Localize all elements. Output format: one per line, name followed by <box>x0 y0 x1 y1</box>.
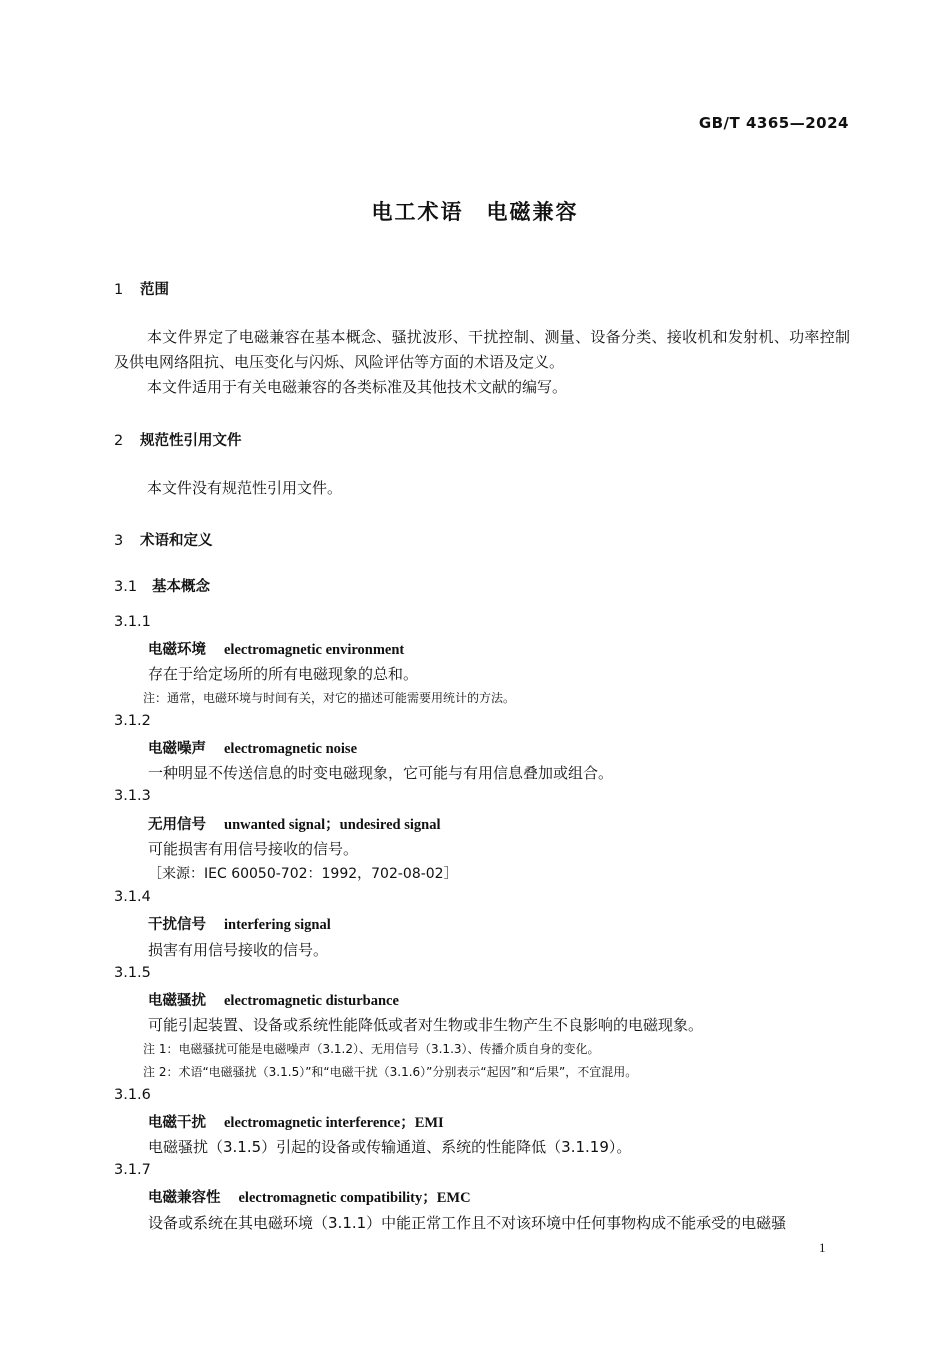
clause-number: 3.1.2 <box>114 713 151 729</box>
term-zh: 电磁干扰 <box>148 1115 206 1131</box>
section-title: 规范性引用文件 <box>140 433 242 449</box>
term-entry <box>148 913 331 934</box>
section-3-1-heading <box>114 575 210 596</box>
term-en: electromagnetic interference；EMI <box>224 1115 444 1131</box>
document-title: 电工术语 电磁兼容 <box>371 200 579 224</box>
term-entry <box>148 989 399 1010</box>
term-definition: 电磁骚扰（3.1.5）引起的设备或传输通道、系统的性能降低（3.1.19）。 <box>148 1138 632 1156</box>
term-source: ［来源：IEC 60050-702：1992，702-08-02］ <box>148 866 458 882</box>
section-title: 基本概念 <box>152 579 210 595</box>
term-note: 注：通常，电磁环境与时间有关，对它的描述可能需要用统计的方法。 <box>143 691 516 705</box>
section-1-heading <box>114 278 169 299</box>
term-note-2: 注 2：术语“电磁骚扰（3.1.5）”和“电磁干扰（3.1.6）”分别表示“起因”和“后果”，不宜混用。 <box>143 1065 638 1079</box>
section-number: 3.1 <box>114 579 138 595</box>
page-number: 1 <box>819 1240 826 1255</box>
term-en: interfering signal <box>224 917 331 933</box>
term-en: unwanted signal；undesired signal <box>224 817 441 833</box>
clause-number: 3.1.1 <box>114 614 151 630</box>
term-definition: 损害有用信号接收的信号。 <box>148 941 329 959</box>
term-en: electromagnetic compatibility；EMC <box>238 1190 471 1206</box>
term-definition: 可能损害有用信号接收的信号。 <box>148 840 359 858</box>
scope-text <box>114 325 850 400</box>
section-number: 1 <box>114 282 124 298</box>
term-entry <box>148 1111 444 1132</box>
section-title: 术语和定义 <box>140 533 213 549</box>
clause-number: 3.1.6 <box>114 1087 151 1103</box>
clause-number: 3.1.3 <box>114 788 151 804</box>
term-zh: 电磁噪声 <box>148 741 206 757</box>
term-en: electromagnetic disturbance <box>224 993 399 1009</box>
term-zh: 电磁骚扰 <box>148 993 206 1009</box>
term-entry <box>148 638 404 659</box>
term-en: electromagnetic noise <box>224 741 358 757</box>
term-zh: 电磁兼容性 <box>148 1190 221 1206</box>
term-en: electromagnetic environment <box>224 642 405 658</box>
term-definition: 设备或系统在其电磁环境（3.1.1）中能正常工作且不对该环境中任何事物构成不能承受的电磁骚 <box>148 1214 787 1232</box>
term-zh: 无用信号 <box>148 817 206 833</box>
clause-number: 3.1.5 <box>114 965 151 981</box>
term-entry <box>148 813 441 834</box>
term-zh: 电磁环境 <box>148 642 206 658</box>
section-2-heading <box>114 429 242 450</box>
term-note-1: 注 1：电磁骚扰可能是电磁噪声（3.1.2）、无用信号（3.1.3）、传播介质自身的变化。 <box>143 1042 600 1056</box>
clause-number: 3.1.7 <box>114 1162 151 1178</box>
term-entry <box>148 737 357 758</box>
term-zh: 干扰信号 <box>148 917 206 933</box>
term-definition: 存在于给定场所的所有电磁现象的总和。 <box>148 665 419 683</box>
section-number: 2 <box>114 433 124 449</box>
normative-refs-text <box>114 476 850 501</box>
normative-refs-paragraph: 本文件没有规范性引用文件。 <box>147 479 343 497</box>
standard-number: GB/T 4365—2024 <box>698 114 849 132</box>
term-entry <box>148 1186 471 1207</box>
term-definition: 一种明显不传送信息的时变电磁现象，它可能与有用信息叠加或组合。 <box>148 764 614 782</box>
clause-number: 3.1.4 <box>114 889 151 905</box>
section-title: 范围 <box>140 282 169 298</box>
section-number: 3 <box>114 533 124 549</box>
term-definition: 可能引起装置、设备或系统性能降低或者对生物或非生物产生不良影响的电磁现象。 <box>148 1016 704 1034</box>
scope-paragraph-2: 本文件适用于有关电磁兼容的各类标准及其他技术文献的编写。 <box>147 378 568 396</box>
scope-paragraph-1: 本文件界定了电磁兼容在基本概念、骚扰波形、干扰控制、测量、设备分类、接收机和发射机、功率控制及供电网络阻抗、电压变化与闪烁、风险评估等方面的术语及定义。 <box>114 328 850 371</box>
section-3-heading <box>114 529 213 550</box>
